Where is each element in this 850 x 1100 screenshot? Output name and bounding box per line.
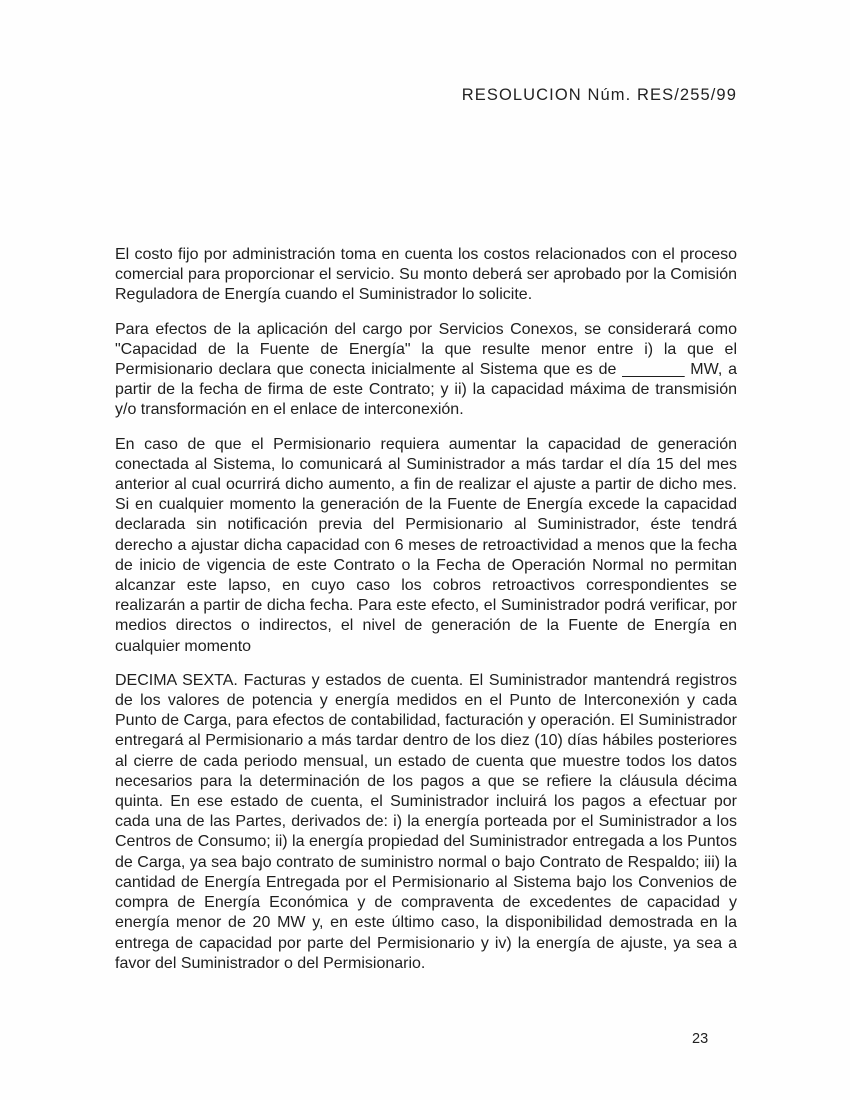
- document-header: RESOLUCION Núm. RES/255/99: [461, 86, 737, 104]
- paragraph-decima-sexta: DECIMA SEXTA. Facturas y estados de cuenta. El Suministrador mantendrá registros de los valores de potencia y energía medidos en el Punto de Interconexión y cada Punto de Carga, para efectos de contabilidad, facturación y operación. El Suministrador entregará al Permisionario a más tardar dentro de los diez (10) días hábiles posteriores al cierre de cada periodo mensual, un estado de cuenta que muestre todos los datos necesarios para la determinación de los pagos a que se refiere la cláusula décima quinta. En ese estado de cuenta, el Suministrador incluirá los pagos a efectuar por cada una de las Partes, derivados de: i) la energía porteada por el Suministrador a los Centros de Consumo; ii) la energía propiedad del Suministrador entregada a los Puntos de Carga, ya sea bajo contrato de suministro normal o bajo Contrato de Respaldo; iii) la cantidad de Energía Entregada por el Permisionario al Sistema bajo los Convenios de compra de Energía Económica y de compraventa de excedentes de capacidad y energía menor de 20 MW y, en este último caso, la disponibilidad demostrada en la entrega de capacidad por parte del Permisionario y iv) la energía de ajuste, ya sea a favor del Suministrador o del Permisionario.: [115, 671, 737, 972]
- document-body: [115, 245, 737, 988]
- page-number: 23: [692, 1031, 709, 1047]
- paragraph-capacidad-fuente: Para efectos de la aplicación del cargo por Servicios Conexos, se considerará como "Capacidad de la Fuente de Energía" la que resulte menor entre i) la que el Permisionario declara que conecta inicialmente al Sistema que es de _______ MW, a partir de la fecha de firma de este Contrato; y ii) la capacidad máxima de transmisión y/o transformación en el enlace de interconexión.: [115, 320, 737, 419]
- paragraph-aumento-capacidad: En caso de que el Permisionario requiera aumentar la capacidad de generación conectada al Sistema, lo comunicará al Suministrador a más tardar el día 15 del mes anterior al cual ocurrirá dicho aumento, a fin de realizar el ajuste a partir de dicho mes. Si en cualquier momento la generación de la Fuente de Energía excede la capacidad declarada sin notificación previa del Permisionario al Suministrador, éste tendrá derecho a ajustar dicha capacidad con 6 meses de retroactividad a menos que la fecha de inicio de vigencia de este Contrato o la Fecha de Operación Normal no permitan alcanzar este lapso, en cuyo caso los cobros retroactivos correspondientes se realizarán a partir de dicha fecha. Para este efecto, el Suministrador podrá verificar, por medios directos o indirectos, el nivel de generación de la Fuente de Energía en cualquier momento: [115, 435, 737, 655]
- paragraph-admin-cost: El costo fijo por administración toma en cuenta los costos relacionados con el proceso comercial para proporcionar el servicio. Su monto deberá ser aprobado por la Comisión Reguladora de Energía cuando el Suministrador lo solicite.: [115, 246, 737, 304]
